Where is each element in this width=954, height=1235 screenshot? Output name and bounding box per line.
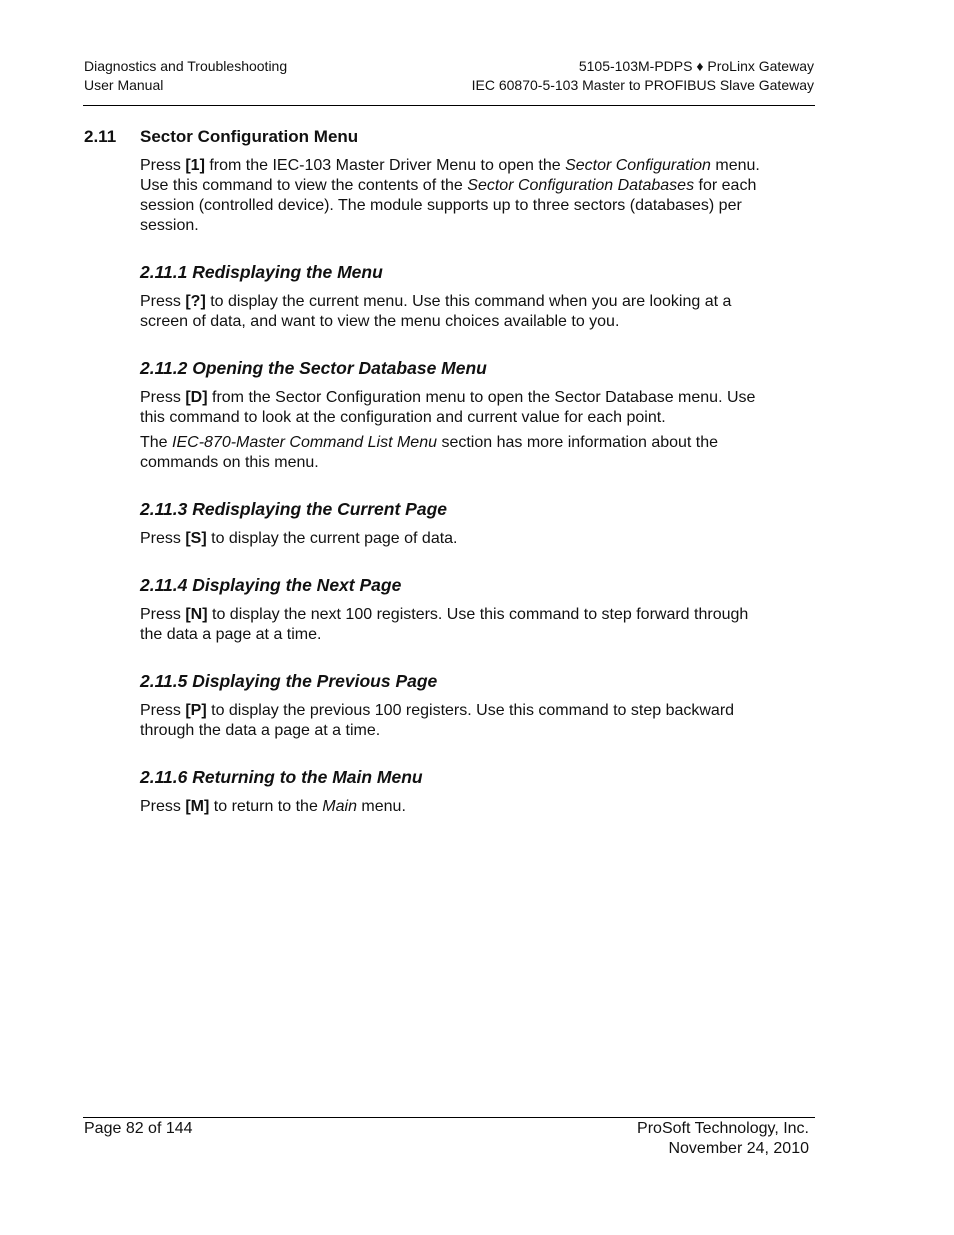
- key-1: [1]: [185, 157, 205, 174]
- key-m: [M]: [185, 798, 210, 815]
- paragraph-previous-page: [140, 701, 770, 741]
- paragraph-main-menu: [140, 797, 770, 817]
- text-press: Press: [140, 702, 186, 719]
- emphasis-database-name: Sector Configuration Databases: [467, 177, 695, 194]
- paragraph-next-page: [140, 605, 770, 645]
- section-heading: [84, 126, 358, 148]
- subsection-heading-redisplay-menu: 2.11.1 Redisplaying the Menu: [140, 262, 383, 282]
- footer-right: [637, 1119, 809, 1159]
- header-product: 5105-103M-PDPS ♦ ProLinx Gateway: [578, 58, 814, 74]
- running-header-left: [84, 57, 287, 95]
- text-span: The: [140, 434, 173, 451]
- text-span: section has more information about the commands on this menu.: [140, 434, 719, 471]
- emphasis-main: Main: [322, 798, 357, 815]
- header-chapter: Diagnostics and Troubleshooting: [84, 58, 288, 74]
- text-span: from the IEC-103 Master Driver Menu to open the: [204, 157, 566, 174]
- paragraph-sector-database: [140, 388, 770, 428]
- footer-left: [84, 1119, 193, 1139]
- text-press: Press: [140, 798, 186, 815]
- paragraph-redisplay-menu: [140, 292, 770, 332]
- subsection-heading-sector-database: 2.11.2 Opening the Sector Database Menu: [140, 358, 487, 378]
- subsection-heading-previous-page: 2.11.5 Displaying the Previous Page: [140, 671, 438, 691]
- text-press: Press: [140, 389, 186, 406]
- header-divider: [83, 105, 815, 106]
- subsection-heading-next-page: 2.11.4 Displaying the Next Page: [140, 575, 402, 595]
- key-s: [S]: [185, 530, 207, 547]
- footer-date: November 24, 2010: [668, 1140, 809, 1157]
- text-press: Press: [140, 606, 186, 623]
- page-number: Page 82 of 144: [84, 1120, 193, 1137]
- text-span: to display the next 100 registers. Use this command to step forward through the data a page at a time.: [140, 606, 749, 643]
- header-doc-type: User Manual: [84, 77, 164, 93]
- text-span: from the Sector Configuration menu to open the Sector Database menu. Use this command to look at the configuration and current value for each point.: [140, 389, 756, 426]
- text-span: menu. Use this command to view the contents of the: [140, 157, 760, 194]
- key-d: [D]: [185, 389, 208, 406]
- subsection-heading-main-menu: 2.11.6 Returning to the Main Menu: [140, 767, 423, 787]
- footer-company: ProSoft Technology, Inc.: [637, 1120, 809, 1137]
- text-span: to return to the: [209, 798, 323, 815]
- footer-divider: [83, 1117, 815, 1118]
- text-span: to display the current menu. Use this command when you are looking at a screen of data, and want to view the menu choices available to you.: [140, 293, 732, 330]
- emphasis-menu-name: Sector Configuration: [565, 157, 711, 174]
- section-number: 2.11: [84, 127, 117, 146]
- section-body: [140, 156, 770, 817]
- emphasis-reference-section: IEC-870-Master Command List Menu: [172, 434, 437, 451]
- intro-paragraph: [140, 156, 770, 236]
- text-span: menu.: [356, 798, 406, 815]
- text-span: to display the previous 100 registers. Use this command to step backward through the data a page at a time.: [140, 702, 735, 739]
- key-question: [?]: [185, 293, 206, 310]
- paragraph-current-page: [140, 529, 770, 549]
- subsection-heading-current-page: 2.11.3 Redisplaying the Current Page: [140, 499, 447, 519]
- paragraph-command-list-reference: [140, 433, 770, 473]
- text-span: for each session (controlled device). The module supports up to three sectors (databases) per session.: [140, 177, 757, 234]
- text-span: to display the current page of data.: [206, 530, 458, 547]
- text-press: Press: [140, 530, 186, 547]
- running-header-right: [472, 57, 814, 95]
- section-title: Sector Configuration Menu: [140, 127, 359, 146]
- text-press: Press: [140, 293, 186, 310]
- text-press: Press: [140, 157, 186, 174]
- key-n: [N]: [185, 606, 208, 623]
- key-p: [P]: [185, 702, 207, 719]
- header-product-description: IEC 60870-5-103 Master to PROFIBUS Slave Gateway: [471, 77, 814, 93]
